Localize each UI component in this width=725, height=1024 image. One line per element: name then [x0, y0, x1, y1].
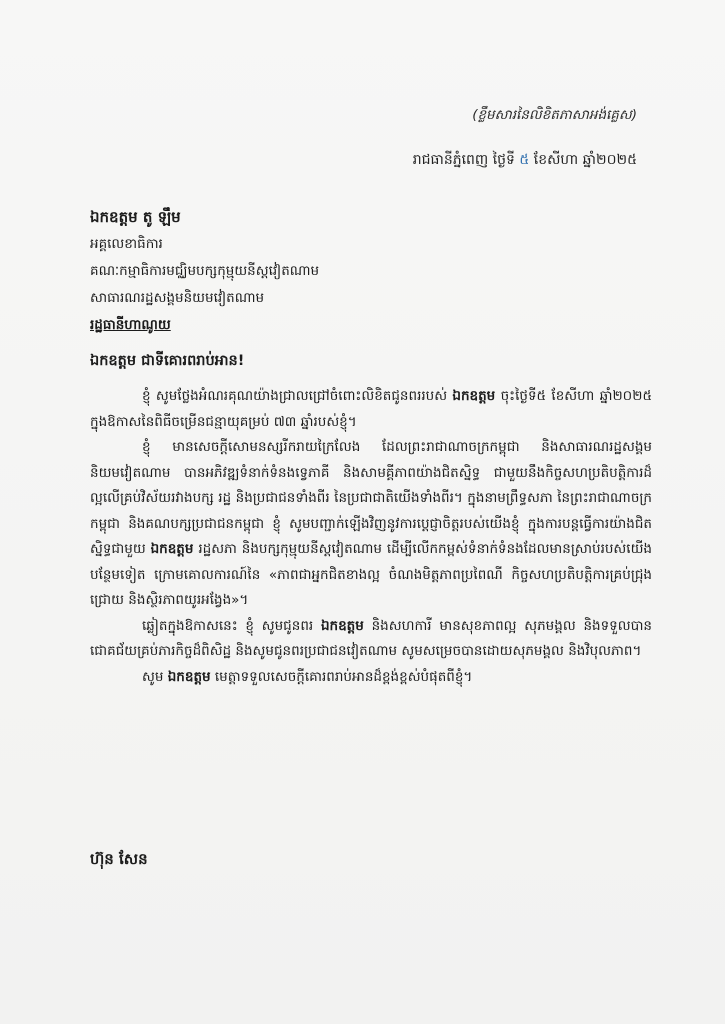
date-suffix: ខែសីហា ឆ្នាំ២០២៥	[533, 152, 637, 168]
honorific-bold: ឯកឧត្តម	[320, 617, 364, 634]
addressee-title: អគ្គលេខាធិការ	[90, 236, 163, 252]
paragraph-text: មេត្តាទទួលសេចក្តីគោរពរាប់អានដ៏ខ្ពង់ខ្ពស់បំផុតពីខ្ញុំ។	[214, 668, 473, 685]
paragraph-text: ខ្ញុំ សូមថ្លែងអំណរគុណយ៉ាងជ្រាលជ្រៅចំពោះលិខិតជូនពររបស់	[142, 388, 448, 404]
paragraph-text: និងសហការី មានសុខភាពល្អ សុភមង្គល និងទទួលបានជោគជ័យគ្រប់ភារកិច្ចដ៏ពិសិដ្ឋ និងសូមជូនពរប្រជាជនវៀតណាម សូមសម្រេចបានដោយសុភមង្គល និងវិបុលភាព។	[90, 617, 653, 659]
addressee-country: សាធារណរដ្ឋសង្គមនិយមវៀតណាម	[90, 290, 265, 306]
paragraph-text: រដ្ឋសភា និងបក្សកុម្មុយនីស្តវៀតណាម ដើម្បីលើកកម្ពស់ទំនាក់ទំនងដែលមានស្រាប់របស់យើងបន្ថែមទៀត ក្រោមគោលការណ៍នៃ «ភាពជាអ្នកជិតខាងល្អ ចំណងមិត្តភាពប្រពៃណី កិច្ចសហប្រតិបត្តិការគ្រប់ជ្រុងជ្រោយ និងស្ថិរភាពយូរអង្វែង»។	[90, 541, 652, 608]
addressee-city: រដ្ឋធានីហាណូយ	[90, 317, 171, 333]
honorific-bold: ឯកឧត្តម	[150, 541, 194, 557]
paragraph-text: ខ្ញុំ មានសេចក្តីសោមនស្សរីករាយក្រៃលែង ដែលព្រះរាជាណាចក្រកម្ពុជា និងសាធារណរដ្ឋសង្គមនិយមវៀតណាម បានអភិវឌ្ឍទំនាក់ទំនងទ្វេភាគី និងសាមគ្គីភាពយ៉ាងជិតស្និទ្ធ ជាមួយនឹងកិច្ចសហប្រតិបត្តិការដ៏ល្អលើគ្រប់វិស័យរវាងបក្ស រដ្ឋ និងប្រជាជនទាំងពីរ នៃប្រជាជាតិយើងទាំងពីរ។ ក្នុងនាមព្រឹទ្ធសភា នៃព្រះរាជាណាចក្រកម្ពុជា និងគណបក្សប្រជាជនកម្ពុជា ខ្ញុំ សូមបញ្ជាក់ឡើងវិញនូវការប្តេជ្ញាចិត្តរបស់យើងខ្ញុំ ក្នុងការបន្តធ្វើការយ៉ាងជិតស្និទ្ធជាមួយ	[90, 439, 652, 557]
date-day: ៥	[519, 152, 530, 168]
honorific-bold: ឯកឧត្តម	[452, 388, 496, 404]
paragraph-1	[90, 384, 652, 435]
signature-name: ហ៊ុន សែន	[90, 850, 148, 868]
salutation: ឯកឧត្តម ជាទីគោរពរាប់អាន!	[90, 353, 245, 369]
honorific-bold: ឯកឧត្តម	[167, 668, 211, 685]
addressee-name: ឯកឧត្តម តូ ឡឹម	[90, 208, 181, 226]
paragraph-text: ឆ្លៀតក្នុងឱកាសនេះ ខ្ញុំ សូមជូនពរ	[142, 617, 314, 634]
date-line	[413, 150, 637, 171]
paragraph-3	[90, 614, 652, 665]
date-prefix: រាជធានីភ្នំពេញ ថ្ងៃទី	[412, 152, 515, 168]
addressee-committee: គណៈកម្មាធិការមជ្ឈិមបក្សកុម្មុយនីស្តវៀតណាម	[90, 263, 320, 279]
paragraph-text: ចុះថ្ងៃទី៥ ខែសីហា ឆ្នាំ២០២៥ ក្នុងឱកាសនៃពិធីចម្រើនជន្មាយុគម្រប់ ៧៣ ឆ្នាំរបស់ខ្ញុំ។	[90, 388, 653, 430]
paragraph-4	[90, 665, 652, 691]
translation-note: (ខ្លឹមសារនៃលិខិតភាសាអង់គ្លេស)	[472, 107, 637, 123]
letter-body	[90, 384, 652, 690]
addressee-block	[90, 204, 650, 339]
paragraph-text: សូម	[142, 668, 164, 685]
paragraph-2	[90, 435, 652, 614]
